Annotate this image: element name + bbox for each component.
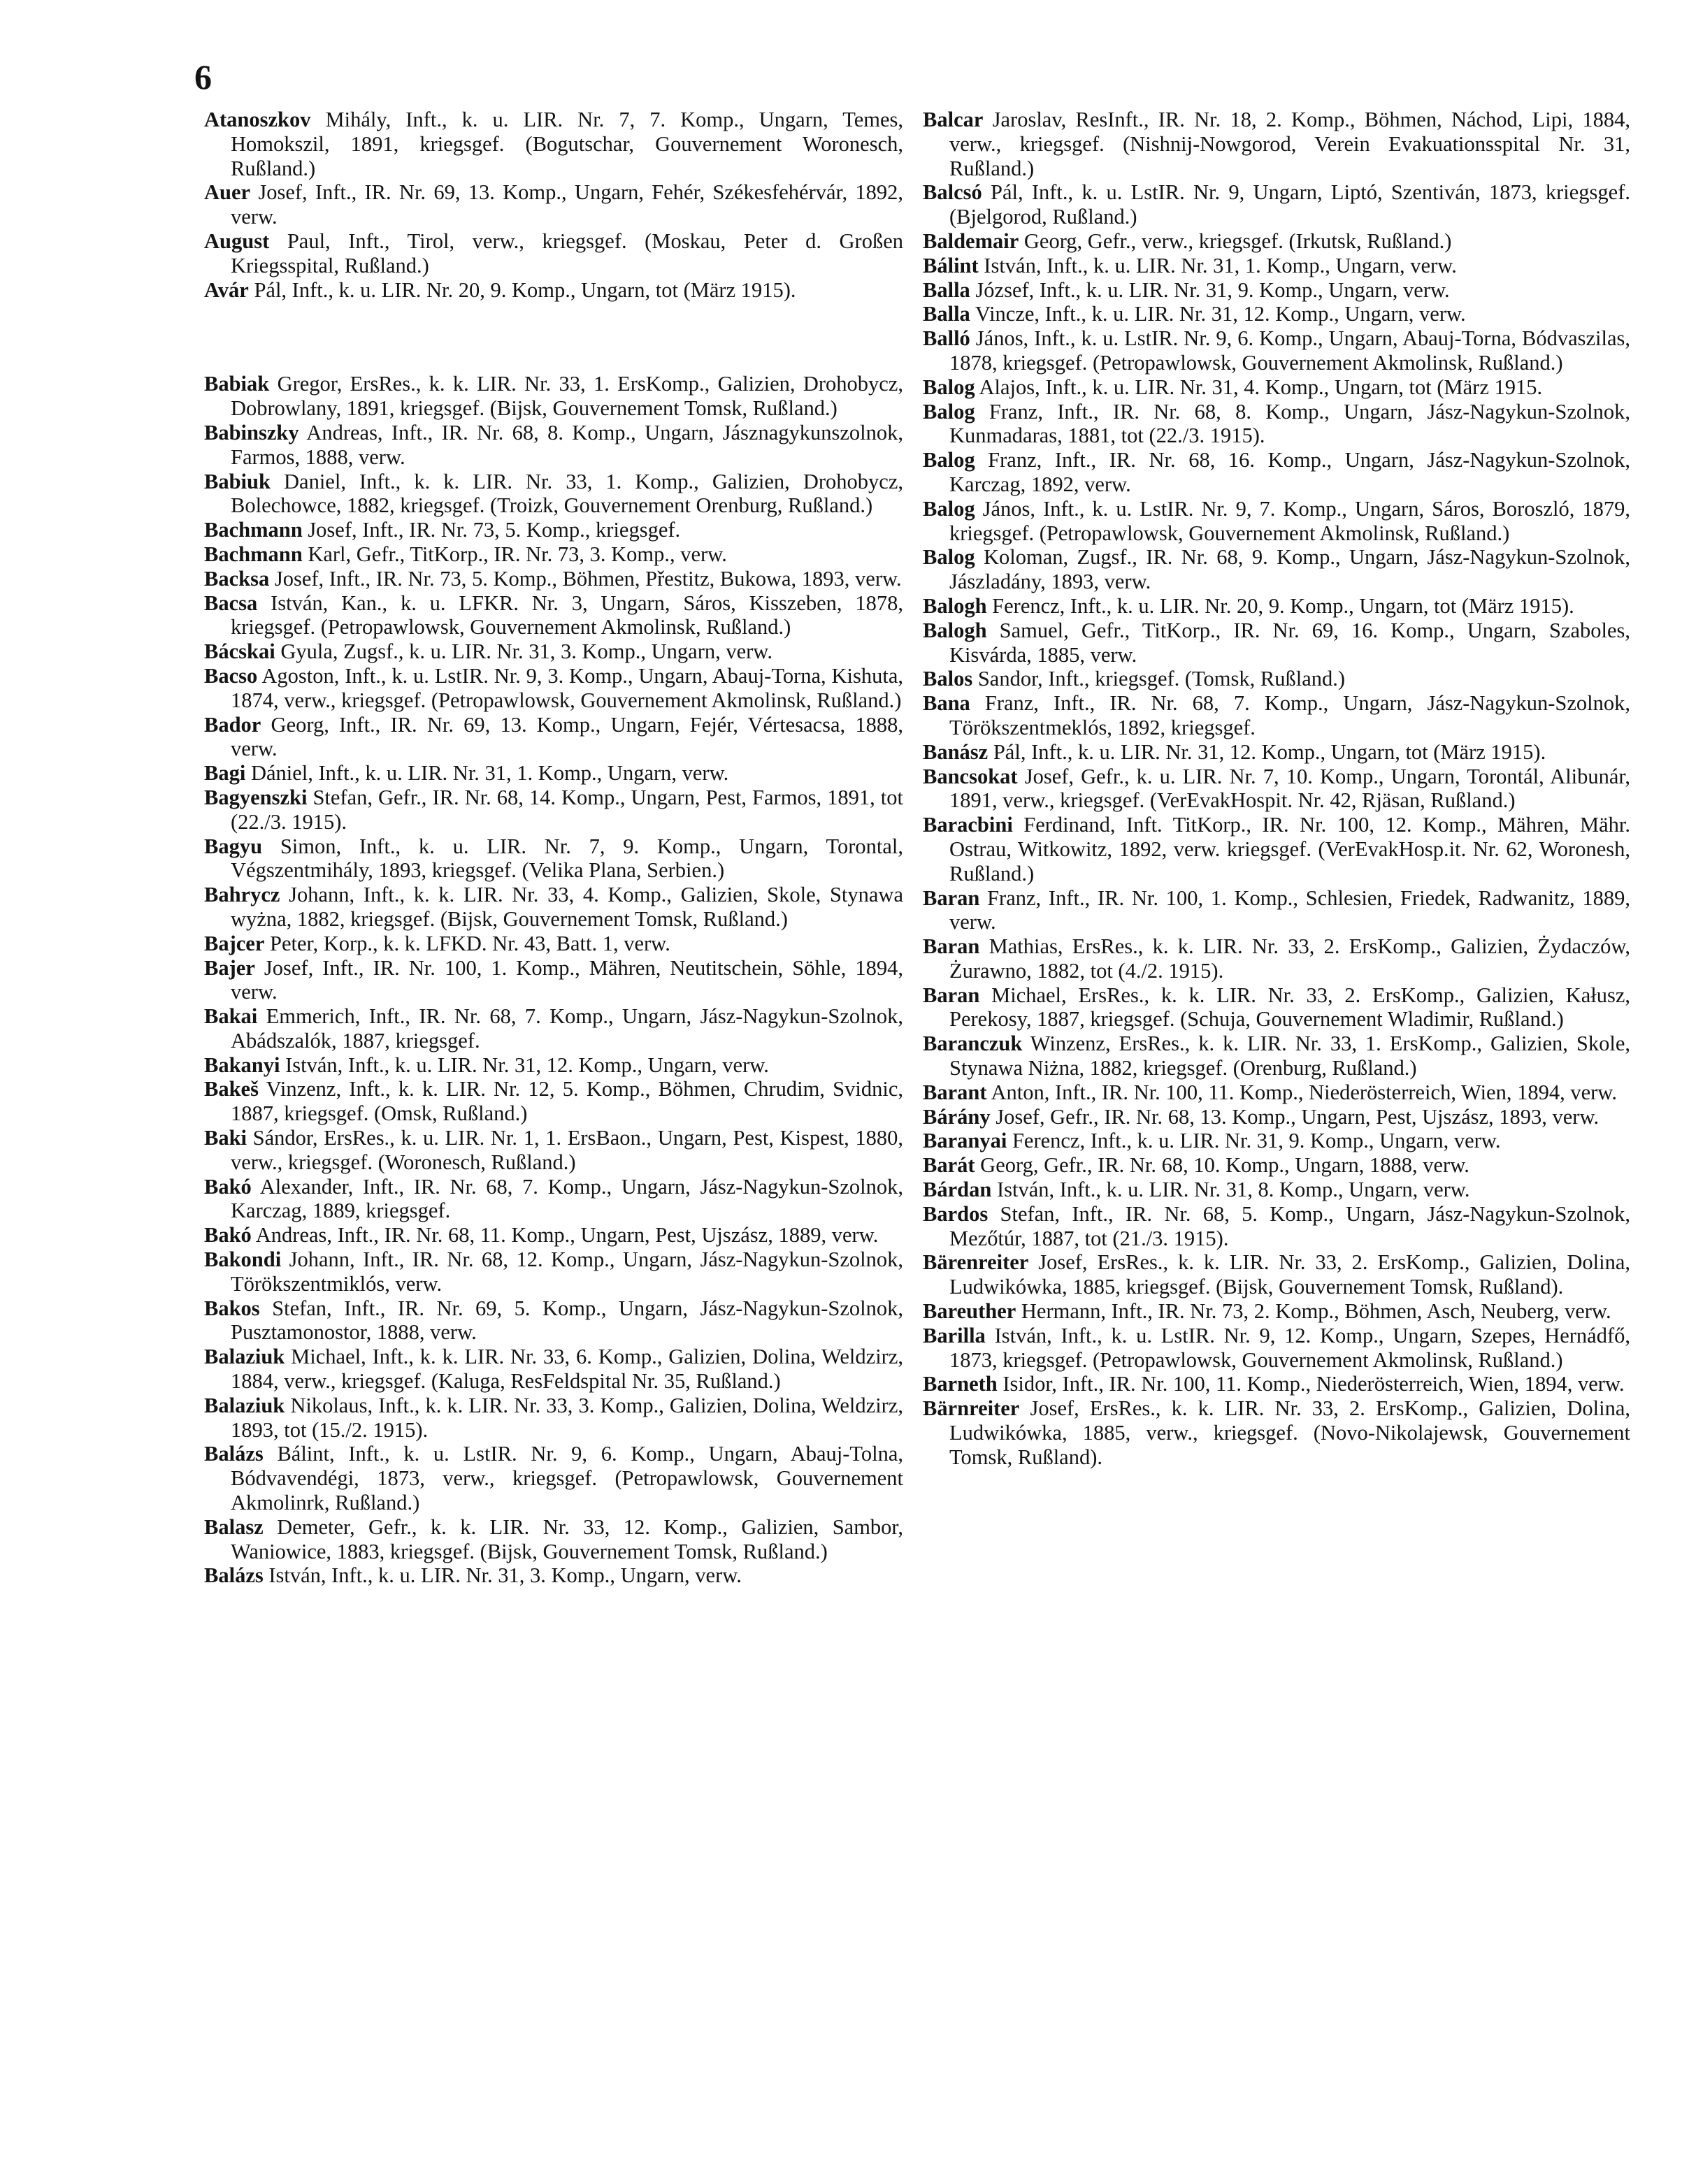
register-entry	[923, 619, 1630, 667]
register-entry	[923, 594, 1630, 619]
right-column	[923, 108, 1630, 1470]
entry-details: Emmerich, Inft., IR. Nr. 68, 7. Komp., Ungarn, Jász-Nagykun-Szolnok, Abádszalók, 1887, kriegsgef.	[231, 1004, 903, 1053]
entry-details: Pál, Inft., k. u. LIR. Nr. 20, 9. Komp., Ungarn, tot (März 1915).	[248, 277, 796, 302]
register-entry	[204, 883, 903, 932]
entry-details: Mihály, Inft., k. u. LIR. Nr. 7, 7. Komp., Ungarn, Temes, Homokszil, 1891, kriegsgef. (Bogutschar, Gouvernement Woronesch, Rußland.)	[231, 108, 903, 180]
register-entry	[204, 1345, 903, 1394]
entry-details: Franz, Inft., IR. Nr. 68, 8. Komp., Ungarn, Jász-Nagykun-Szolnok, Kunmadaras, 1881, tot (22./3. 1915).	[949, 399, 1630, 448]
register-entry	[923, 983, 1630, 1032]
entry-details: Stefan, Inft., IR. Nr. 69, 5. Komp., Ungarn, Jász-Nagykun-Szolnok, Pusztamonostor, 1888, verw.	[231, 1296, 903, 1345]
register-entry	[204, 956, 903, 1005]
entry-details: Sándor, ErsRes., k. u. LIR. Nr. 1, 1. ErsBaon., Ungarn, Pest, Kispest, 1880, verw., kriegsgef. (Woronesch, Rußland.)	[231, 1126, 903, 1174]
register-entry	[923, 326, 1630, 375]
register-entry	[923, 1032, 1630, 1080]
entry-details: Franz, Inft., IR. Nr. 100, 1. Komp., Schlesien, Friedek, Radwanitz, 1889, verw.	[949, 885, 1630, 934]
entry-details: István, Inft., k. u. LstIR. Nr. 9, 12. Komp., Ungarn, Szepes, Hernádfő, 1873, kriegsgef. (Petropawlowsk, Gouvernement Akmolinsk, Rußland.)	[949, 1323, 1630, 1372]
entry-surname: Balló	[923, 326, 970, 351]
register-entry	[204, 542, 903, 567]
register-entry	[923, 691, 1630, 740]
entry-details: István, Inft., k. u. LIR. Nr. 31, 8. Komp., Ungarn, verw.	[991, 1178, 1470, 1202]
entry-details: Johann, Inft., IR. Nr. 68, 12. Komp., Ungarn, Jász-Nagykun-Szolnok, Törökszentmiklós, verw.	[231, 1248, 903, 1296]
register-entry	[923, 1324, 1630, 1373]
register-entry	[923, 497, 1630, 546]
entry-surname: Baran	[923, 983, 980, 1007]
register-entry	[204, 1248, 903, 1296]
entry-surname: Barant	[923, 1080, 987, 1104]
entry-details: Winzenz, ErsRes., k. k. LIR. Nr. 33, 1. ErsKomp., Galizien, Skole, Stynawa Niżna, 1882, kriegsgef. (Orenburg, Rußland.)	[949, 1032, 1630, 1080]
register-entry	[923, 1372, 1630, 1396]
entry-surname: Bajer	[204, 955, 255, 980]
register-entry	[923, 1105, 1630, 1129]
entry-details: István, Inft., k. u. LIR. Nr. 31, 1. Komp., Ungarn, verw.	[978, 253, 1457, 277]
entry-surname: Balaziuk	[204, 1345, 285, 1369]
register-entry	[923, 448, 1630, 497]
register-entry	[204, 229, 903, 278]
entry-surname: Backsa	[204, 566, 270, 591]
entry-details: Franz, Inft., IR. Nr. 68, 7. Komp., Ungarn, Jász-Nagykun-Szolnok, Törökszentmeklós, 1892, kriegsgef.	[949, 691, 1630, 739]
entry-details: Dániel, Inft., k. u. LIR. Nr. 31, 1. Komp., Ungarn, verw.	[245, 761, 729, 786]
entry-surname: Bakeš	[204, 1077, 259, 1101]
entry-surname: Bárdan	[923, 1178, 992, 1202]
entry-surname: Baran	[923, 885, 980, 910]
entry-details: Mathias, ErsRes., k. k. LIR. Nr. 33, 2. ErsKomp., Galizien, Żydaczów, Żurawno, 1882, tot (4./2. 1915).	[949, 934, 1630, 983]
entry-surname: Bardos	[923, 1201, 989, 1226]
register-entry	[923, 180, 1630, 229]
entry-surname: Bagyenszki	[204, 785, 308, 809]
entry-surname: Baran	[923, 934, 980, 959]
register-entry	[923, 1202, 1630, 1251]
entry-surname: Bagi	[204, 761, 246, 786]
entry-surname: Bancsokat	[923, 764, 1018, 788]
entry-surname: Baki	[204, 1126, 247, 1150]
register-entry	[923, 400, 1630, 449]
register-entry	[204, 713, 903, 762]
entry-surname: Bajcer	[204, 931, 265, 955]
register-entry	[204, 108, 903, 180]
entry-surname: Bakos	[204, 1296, 260, 1320]
entry-surname: Baranyai	[923, 1129, 1007, 1153]
entry-surname: Barilla	[923, 1323, 986, 1347]
entry-surname: Bakó	[204, 1223, 252, 1248]
entry-details: Bálint, Inft., k. u. LstIR. Nr. 9, 6. Komp., Ungarn, Abauj-Tolna, Bódvavendégi, 1873, verw., kriegsgef. (Petropawlowsk, Gouvernement Akmolinrk, Rußland.)	[231, 1442, 903, 1515]
entry-details: Josef, Inft., IR. Nr. 69, 13. Komp., Ungarn, Fehér, Székesfehérvár, 1892, verw.	[231, 180, 903, 229]
entry-surname: Bahrycz	[204, 883, 280, 907]
entry-details: Pál, Inft., k. u. LstIR. Nr. 9, Ungarn, Liptó, Szentiván, 1873, kriegsgef. (Bjelgorod, Rußland.)	[949, 180, 1630, 229]
entry-details: Georg, Gefr., verw., kriegsgef. (Irkutsk, Rußland.)	[1019, 229, 1452, 253]
entry-details: Vincze, Inft., k. u. LIR. Nr. 31, 12. Komp., Ungarn, verw.	[970, 302, 1466, 326]
entry-details: Franz, Inft., IR. Nr. 68, 16. Komp., Ungarn, Jász-Nagykun-Szolnok, Karczag, 1892, verw.	[949, 448, 1630, 496]
entry-surname: Balog	[923, 375, 975, 399]
entry-details: Vinzenz, Inft., k. k. LIR. Nr. 12, 5. Komp., Böhmen, Chrudim, Svidnic, 1887, kriegsgef. (Omsk, Rußland.)	[231, 1077, 903, 1126]
entry-surname: Bareuther	[923, 1299, 1016, 1324]
register-entry	[923, 934, 1630, 983]
register-entry	[204, 1004, 903, 1053]
entry-details: Josef, Inft., IR. Nr. 73, 5. Komp., Böhmen, Přestitz, Bukowa, 1893, verw.	[269, 566, 902, 591]
register-entry	[923, 1396, 1630, 1469]
entry-surname: Balla	[923, 302, 970, 326]
register-entry	[204, 786, 903, 834]
entry-details: Demeter, Gefr., k. k. LIR. Nr. 33, 12. Komp., Galizien, Sambor, Waniowice, 1883, kriegsgef. (Bijsk, Gouvernement Tomsk, Rußland.)	[231, 1514, 903, 1563]
entry-surname: Bachmann	[204, 518, 303, 542]
entry-details: Andreas, Inft., IR. Nr. 68, 11. Komp., Ungarn, Pest, Ujszász, 1889, verw.	[251, 1223, 879, 1248]
entry-details: Michael, Inft., k. k. LIR. Nr. 33, 6. Komp., Galizien, Dolina, Weldzirz, 1884, verw., kriegsgef. (Kaluga, ResFeldspital Nr. 35, Rußland.)	[231, 1345, 903, 1394]
register-entry	[923, 108, 1630, 180]
register-entry	[204, 518, 903, 542]
register-entry	[204, 278, 903, 303]
entry-details: Ferencz, Inft., k. u. LIR. Nr. 20, 9. Komp., Ungarn, tot (März 1915).	[986, 593, 1574, 618]
entry-surname: Bärnreiter	[923, 1396, 1020, 1421]
left-column	[204, 108, 903, 1588]
register-entry	[923, 813, 1630, 885]
entry-surname: Bálint	[923, 253, 979, 277]
entry-surname: Bakanyi	[204, 1053, 280, 1077]
register-entry	[204, 1563, 903, 1588]
entry-surname: Bacsa	[204, 591, 258, 615]
entry-surname: Bärenreiter	[923, 1250, 1029, 1275]
entry-surname: Balaziuk	[204, 1393, 285, 1417]
entry-surname: Balázs	[204, 1442, 264, 1466]
entry-surname: Bakó	[204, 1174, 252, 1199]
entry-details: Paul, Inft., Tirol, verw., kriegsgef. (Moskau, Peter d. Großen Kriegsspital, Rußland.)	[231, 229, 903, 277]
register-entry	[204, 1442, 903, 1514]
entry-surname: Balázs	[204, 1563, 264, 1588]
register-entry	[923, 1299, 1630, 1324]
entry-details: Josef, Inft., IR. Nr. 100, 1. Komp., Mähren, Neutitschein, Söhle, 1894, verw.	[231, 955, 903, 1004]
register-entry	[204, 372, 903, 421]
entry-details: Michael, ErsRes., k. k. LIR. Nr. 33, 2. ErsKomp., Galizien, Kałusz, Perekosy, 1887, kriegsgef. (Schuja, Gouvernement Wladimir, Rußland.)	[949, 983, 1630, 1032]
register-entry	[923, 667, 1630, 691]
entry-surname: Avár	[204, 277, 249, 302]
register-entry	[204, 932, 903, 956]
register-entry	[923, 765, 1630, 813]
entry-details: Jaroslav, ResInft., IR. Nr. 18, 2. Komp., Böhmen, Náchod, Lipi, 1884, verw., kriegsgef. (Nishnij-Nowgorod, Verein Evakuationsspital Nr. 31, Rußland.)	[949, 108, 1630, 180]
register-entry	[923, 1153, 1630, 1178]
register-entry	[923, 229, 1630, 254]
entry-surname: Babiuk	[204, 469, 271, 493]
entry-details: Josef, Inft., IR. Nr. 73, 5. Komp., kriegsgef.	[302, 518, 681, 542]
entry-details: Stefan, Gefr., IR. Nr. 68, 14. Komp., Ungarn, Pest, Farmos, 1891, tot (22./3. 1915).	[231, 785, 903, 834]
entry-details: Gregor, ErsRes., k. k. LIR. Nr. 33, 1. ErsKomp., Galizien, Drohobycz, Dobrowlany, 1891, kriegsgef. (Bijsk, Gouvernement Tomsk, Rußland.)	[231, 372, 903, 421]
entry-surname: Bana	[923, 691, 970, 716]
entry-surname: Balcsó	[923, 180, 982, 205]
register-entry	[204, 1394, 903, 1442]
register-entry	[923, 278, 1630, 303]
entry-surname: Baldemair	[923, 229, 1019, 253]
register-entry	[923, 254, 1630, 278]
entry-details: Ferencz, Inft., k. u. LIR. Nr. 31, 9. Komp., Ungarn, verw.	[1007, 1129, 1501, 1153]
register-entry	[923, 545, 1630, 594]
register-entry	[204, 761, 903, 786]
register-entry	[204, 1077, 903, 1126]
register-entry	[204, 470, 903, 519]
entry-details: János, Inft., k. u. LstIR. Nr. 9, 7. Komp., Ungarn, Sáros, Boroszló, 1879, kriegsgef. (Petropawlowsk, Gouvernement Akmolinsk, Rußland.)	[949, 496, 1630, 545]
entry-surname: Barát	[923, 1153, 975, 1178]
register-entry	[204, 567, 903, 591]
register-entry	[204, 1515, 903, 1564]
register-entry	[923, 302, 1630, 326]
entry-details: Georg, Gefr., IR. Nr. 68, 10. Komp., Ungarn, 1888, verw.	[975, 1153, 1469, 1178]
entry-details: Georg, Inft., IR. Nr. 69, 13. Komp., Ungarn, Fejér, Vértesacsa, 1888, verw.	[231, 712, 903, 761]
register-entry	[204, 664, 903, 713]
entry-surname: Babinszky	[204, 420, 299, 444]
entry-details: Josef, ErsRes., k. k. LIR. Nr. 33, 2. ErsKomp., Galizien, Dolina, Ludwikówka, 1885, kriegsgef. (Bijsk, Gouvernement Tomsk, Rußland).	[949, 1250, 1630, 1299]
entry-details: Stefan, Inft., IR. Nr. 68, 5. Komp., Ungarn, Jász-Nagykun-Szolnok, Mezőtúr, 1887, tot (21./3. 1915).	[949, 1201, 1630, 1250]
register-entry	[204, 639, 903, 664]
entry-surname: Balog	[923, 496, 975, 521]
entry-surname: Bakondi	[204, 1248, 282, 1272]
register-entry	[923, 1129, 1630, 1153]
register-entry	[204, 834, 903, 883]
entry-details: István, Kan., k. u. LFKR. Nr. 3, Ungarn, Sáros, Kisszeben, 1878, kriegsgef. (Petropawlowsk, Gouvernement Akmolinsk, Rußland.)	[231, 591, 903, 639]
register-entry	[204, 180, 903, 229]
entry-details: Daniel, Inft., k. k. LIR. Nr. 33, 1. Komp., Galizien, Drohobycz, Bolechowce, 1882, kriegsgef. (Troizk, Gouvernement Orenburg, Rußland.)	[231, 469, 903, 518]
entry-surname: Baracbini	[923, 813, 1013, 837]
register-entry	[204, 1175, 903, 1224]
entry-details: Hermann, Inft., IR. Nr. 73, 2. Komp., Böhmen, Asch, Neuberg, verw.	[1016, 1299, 1611, 1324]
register-entry	[204, 591, 903, 640]
entry-surname: Balla	[923, 277, 970, 302]
register-entry	[923, 1250, 1630, 1299]
entry-surname: Bakai	[204, 1004, 258, 1029]
register-entry	[923, 1080, 1630, 1105]
register-entry	[204, 1126, 903, 1175]
entry-details: Samuel, Gefr., TitKorp., IR. Nr. 69, 16. Komp., Ungarn, Szaboles, Kisvárda, 1885, verw.	[949, 618, 1630, 667]
entry-details: Gyula, Zugsf., k. u. LIR. Nr. 31, 3. Komp., Ungarn, verw.	[275, 639, 772, 664]
entry-surname: Bagyu	[204, 834, 263, 858]
entry-details: Peter, Korp., k. k. LFKD. Nr. 43, Batt. 1, verw.	[264, 931, 670, 955]
entry-surname: Balogh	[923, 618, 987, 642]
register-entry	[923, 886, 1630, 935]
entry-details: István, Inft., k. u. LIR. Nr. 31, 12. Komp., Ungarn, verw.	[280, 1053, 769, 1077]
entry-details: Isidor, Inft., IR. Nr. 100, 11. Komp., Niederösterreich, Wien, 1894, verw.	[997, 1372, 1625, 1396]
entry-details: Ferdinand, Inft. TitKorp., IR. Nr. 100, 12. Komp., Mähren, Mähr. Ostrau, Witkowitz, 1892, verw. kriegsgef. (VerEvakHosp.it. Nr. 62, Woronesh, Rußland.)	[949, 813, 1630, 885]
entry-surname: Balog	[923, 399, 975, 424]
entry-surname: Bachmann	[204, 542, 303, 566]
entry-surname: Balcar	[923, 108, 984, 131]
entry-details: Andreas, Inft., IR. Nr. 68, 8. Komp., Ungarn, Jásznagykunszolnok, Farmos, 1888, verw.	[231, 420, 903, 469]
entry-details: Alajos, Inft., k. u. LIR. Nr. 31, 4. Komp., Ungarn, tot (März 1915.	[975, 375, 1543, 399]
entry-details: Simon, Inft., k. u. LIR. Nr. 7, 9. Komp., Ungarn, Torontal, Végszentmihály, 1893, kriegsgef. (Velika Plana, Serbien.)	[231, 834, 903, 883]
entry-surname: Banász	[923, 739, 989, 764]
register-entry	[923, 740, 1630, 765]
entry-surname: Balog	[923, 545, 975, 570]
register-entry	[204, 1296, 903, 1345]
entry-surname: Bador	[204, 712, 261, 737]
register-entry	[204, 1223, 903, 1248]
page-number: 6	[194, 57, 212, 96]
entry-details: Sandor, Inft., kriegsgef. (Tomsk, Rußland.)	[972, 667, 1346, 691]
register-entry	[204, 421, 903, 470]
register-entry	[204, 1053, 903, 1078]
entry-surname: Bárány	[923, 1104, 991, 1129]
entry-surname: Balasz	[204, 1514, 264, 1539]
entry-surname: Barneth	[923, 1372, 998, 1396]
entry-details: Josef, ErsRes., k. k. LIR. Nr. 33, 2. ErsKomp., Galizien, Dolina, Ludwikówka, 1885, verw., kriegsgef. (Novo-Nikolajewsk, Gouvernement Tomsk, Rußland).	[949, 1396, 1630, 1469]
entry-surname: Bácskai	[204, 639, 275, 664]
entry-details: István, Inft., k. u. LIR. Nr. 31, 3. Komp., Ungarn, verw.	[263, 1563, 742, 1588]
register-entry	[923, 1178, 1630, 1202]
entry-surname: Balogh	[923, 593, 987, 618]
section-gap	[204, 302, 903, 372]
entry-surname: Balog	[923, 448, 975, 472]
entry-surname: August	[204, 229, 270, 253]
entry-details: Josef, Gefr., IR. Nr. 68, 13. Komp., Ungarn, Pest, Ujszász, 1893, verw.	[990, 1104, 1600, 1129]
entry-details: Josef, Gefr., k. u. LIR. Nr. 7, 10. Komp., Ungarn, Torontál, Alibunár, 1891, verw., kriegsgef. (VerEvakHospit. Nr. 42, Rjäsan, Rußland.)	[949, 764, 1630, 813]
entry-details: János, Inft., k. u. LstIR. Nr. 9, 6. Komp., Ungarn, Abauj-Torna, Bódvaszilas, 1878, kriegsgef. (Petropawlowsk, Gouvernement Akmolinsk, Rußland.)	[949, 326, 1630, 375]
entry-surname: Babiak	[204, 372, 270, 396]
entry-details: Agoston, Inft., k. u. LstIR. Nr. 9, 3. Komp., Ungarn, Abauj-Torna, Kishuta, 1874, verw., kriegsgef. (Petropawlowsk, Gouvernement Akmolinsk, Rußland.)	[231, 663, 903, 712]
entry-details: Nikolaus, Inft., k. k. LIR. Nr. 33, 3. Komp., Galizien, Dolina, Weldzirz, 1893, tot (15./2. 1915).	[231, 1393, 903, 1442]
entry-surname: Atanoszkov	[204, 108, 311, 131]
entry-surname: Bacso	[204, 663, 258, 688]
entry-surname: Baranczuk	[923, 1032, 1023, 1056]
entry-surname: Auer	[204, 180, 251, 205]
register-entry	[923, 375, 1630, 400]
entry-details: Anton, Inft., IR. Nr. 100, 11. Komp., Niederösterreich, Wien, 1894, verw.	[986, 1080, 1617, 1104]
entry-details: Johann, Inft., k. k. LIR. Nr. 33, 4. Komp., Galizien, Skole, Stynawa wyżna, 1882, kriegsgef. (Bijsk, Gouvernement Tomsk, Rußland.)	[231, 883, 903, 931]
entry-surname: Balos	[923, 667, 973, 691]
entry-details: Pál, Inft., k. u. LIR. Nr. 31, 12. Komp., Ungarn, tot (März 1915).	[988, 739, 1546, 764]
entry-details: Karl, Gefr., TitKorp., IR. Nr. 73, 3. Komp., verw.	[302, 542, 727, 566]
entry-details: Koloman, Zugsf., IR. Nr. 68, 9. Komp., Ungarn, Jász-Nagykun-Szolnok, Jászladány, 1893, verw.	[949, 545, 1630, 594]
entry-details: József, Inft., k. u. LIR. Nr. 31, 9. Komp., Ungarn, verw.	[970, 277, 1450, 302]
entry-details: Alexander, Inft., IR. Nr. 68, 7. Komp., Ungarn, Jász-Nagykun-Szolnok, Karczag, 1889, kriegsgef.	[231, 1174, 903, 1223]
